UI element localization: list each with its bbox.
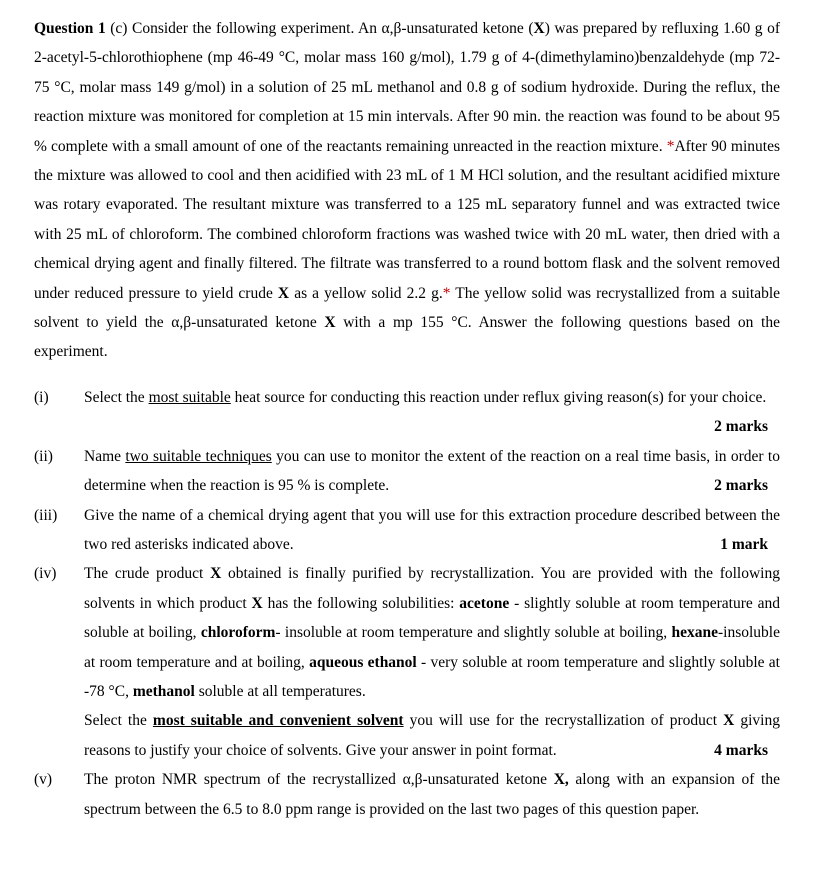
sub-question-i: (i) Select the most suitable heat source for conducting this reaction under reflux giving reason(s) for your choice. 2 marks bbox=[34, 383, 780, 442]
question-label: Question 1 bbox=[34, 20, 106, 37]
marks-label: 2 marks bbox=[714, 418, 768, 436]
solvent-chloroform: chloroform bbox=[200, 624, 276, 642]
sub-question-iv: (iv) The crude product X obtained is finally purified by recrystallization. You are provided with the following solvents in which product X has the following solubilities: acetone - slightly soluble at room temperature and soluble at boiling, chloroform- insoluble at room temperature and slightly soluble at boiling, hexane-insoluble at room temperature and at boiling, aqueous ethanol - very soluble at room temperature and slightly soluble at -78 °C, methanol soluble at all temperatures. Select the most suitable and convenient solvent you will use for the recrystallization of product X giving reasons to justify your choice of solvents. Give your answer in point format. 4 marks bbox=[34, 559, 780, 765]
marks-label: 1 mark bbox=[720, 535, 768, 553]
question-intro: Question 1 (c) Consider the following experiment. An α,β-unsaturated ketone (X) was prepared by refluxing 1.60 g of 2-acetyl-5-chlorothiophene (mp 46-49 °C, molar mass 160 g/mol), 1.79 g of 4-(dimethylamino)benzaldehyde (mp 72-75 °C, molar mass 149 g/mol) in a solution of 25 mL methanol and 0.8 g of sodium hydroxide. During the reflux, the reaction mixture was monitored for completion at 15 min intervals. After 90 min. the reaction was found to be about 95 % complete with a small amount of one of the reactants remaining unreacted in the reaction mixture. *After 90 minutes the mixture was allowed to cool and then acidified with 23 mL of 1 M HCl solution, and the resultant acidified mixture was rotary evaporated. The resultant mixture was transferred to a 125 mL separatory funnel and was extracted twice with 25 mL of chloroform. The combined chloroform fractions was washed twice with 20 mL water, then dried with a chemical drying agent and finally filtered. The filtrate was transferred to a round bottom flask and the solvent removed under reduced pressure to yield crude X as a yellow solid 2.2 g.* The yellow solid was recrystallized from a suitable solvent to yield the α,β-unsaturated ketone X with a mp 155 °C. Answer the following questions based on the experiment. bbox=[34, 20, 781, 361]
sub-questions bbox=[34, 383, 780, 824]
marks-label: 2 marks bbox=[714, 477, 768, 495]
solvent-aqueous-ethanol: aqueous ethanol bbox=[309, 653, 417, 671]
sub-question-number: (v) bbox=[34, 771, 53, 789]
red-asterisk-end: * bbox=[442, 284, 451, 302]
sub-question-number: (iv) bbox=[34, 565, 57, 583]
sub-question-number: (ii) bbox=[34, 447, 53, 465]
red-asterisk-start: * bbox=[666, 137, 675, 155]
solvent-methanol: methanol bbox=[132, 682, 195, 700]
sub-question-ii: (ii) Name two suitable techniques you can use to monitor the extent of the reaction on a real time basis, in order to determine when the reaction is 95 % is complete. 2 marks bbox=[34, 442, 780, 501]
sub-question-iii: (iii) Give the name of a chemical drying agent that you will use for this extraction procedure described between the two red asterisks indicated above. 1 mark bbox=[34, 501, 780, 560]
sub-question-number: (iii) bbox=[34, 506, 58, 524]
sub-question-v: (v) The proton NMR spectrum of the recrystallized α,β-unsaturated ketone X, along with an expansion of the spectrum between the 6.5 to 8.0 ppm range is provided on the last two pages of this question paper. bbox=[34, 765, 780, 824]
solvent-hexane: hexane bbox=[671, 624, 718, 642]
sub-question-number: (i) bbox=[34, 388, 49, 406]
marks-label: 4 marks bbox=[714, 741, 768, 759]
solvent-acetone: acetone bbox=[459, 594, 510, 612]
